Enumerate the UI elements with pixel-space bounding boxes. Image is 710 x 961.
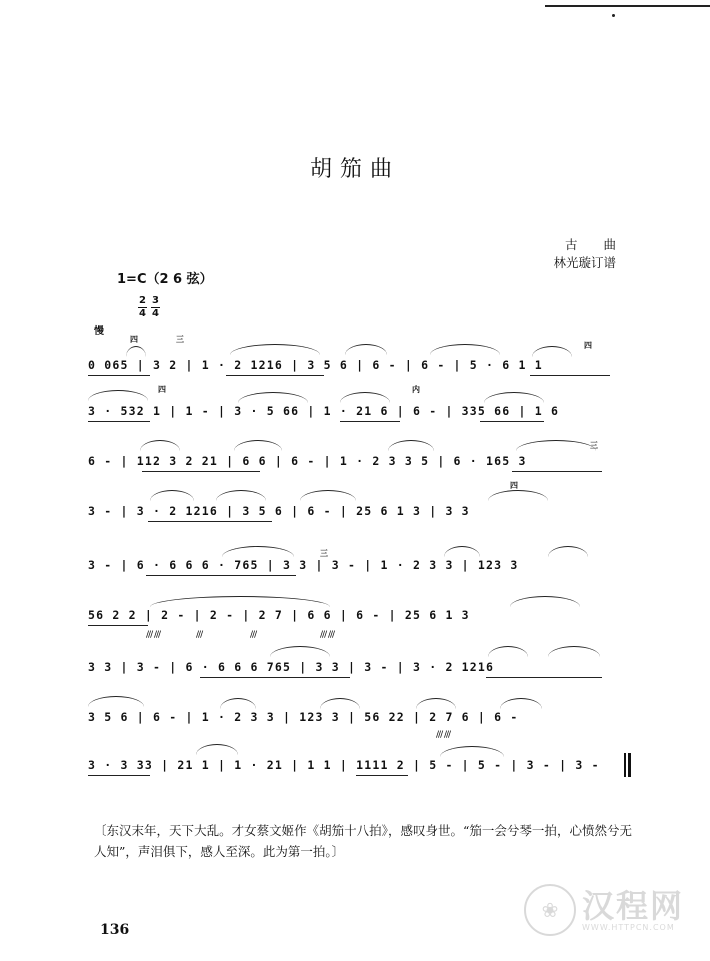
- slur: [126, 346, 146, 357]
- beam: [226, 375, 324, 376]
- score-row-4-notes: 3 - | 3 · 2 1216 | 3 5 6 | 6 - | 25 6 1 3 | 3 3: [88, 504, 470, 518]
- fingering-mark: 三: [590, 441, 598, 450]
- fingering-mark: 三: [176, 335, 184, 344]
- meter-a-bottom: 4: [139, 308, 146, 319]
- slur: [270, 646, 330, 657]
- slur: [532, 346, 572, 357]
- slur: [416, 698, 456, 709]
- watermark-logo-icon: ❀: [524, 884, 576, 936]
- slur: [222, 546, 294, 557]
- slur: [88, 696, 144, 707]
- tremolo-mark: ///: [250, 630, 257, 640]
- slur: [196, 744, 238, 755]
- beam: [512, 471, 602, 472]
- meter-b-top: 3: [152, 295, 159, 306]
- key-signature: 1=C（2 6 弦）: [117, 272, 213, 287]
- beam: [356, 775, 408, 776]
- beam: [200, 677, 350, 678]
- score-row-3-notes: 6 - | 112 3 2 21 | 6 6 | 6 - | 1 · 2 3 3 5 | 6 · 165 3: [88, 454, 527, 468]
- final-barline-thick: [628, 753, 631, 777]
- score-row-1-notes: 0 065 | 3 2 | 1 · 2 1216 | 3 5 6 | 6 - | 6 - | 5 · 6 1 1: [88, 358, 543, 372]
- score-row-9: [84, 753, 632, 777]
- watermark-url: WWW.HTTPCN.COM: [582, 922, 675, 932]
- slur: [216, 490, 266, 501]
- score-row-7-notes: 3 3 | 3 - | 6 · 6 6 6 765 | 3 3 | 3 - | 3 · 2 1216: [88, 660, 495, 674]
- footnote: 〔东汉末年，天下大乱。才女蔡文姬作《胡笳十八拍》，感叹身世。“笳一会兮琴一拍，心愤然兮无人知”，声泪俱下，感人至深。此为第一拍。〕: [94, 823, 632, 859]
- fingering-mark: 三: [320, 549, 328, 558]
- slur: [488, 646, 528, 657]
- slur: [484, 392, 544, 403]
- slur: [88, 390, 148, 401]
- score-row-7: [84, 655, 632, 679]
- slur: [440, 746, 504, 757]
- beam: [486, 677, 602, 678]
- slur: [220, 698, 256, 709]
- slur: [140, 440, 180, 451]
- page-title: 胡笳曲: [309, 157, 400, 182]
- tremolo-mark: /// ///: [436, 730, 451, 740]
- beam: [88, 421, 150, 422]
- slur: [548, 546, 588, 557]
- slur: [444, 546, 480, 557]
- slur: [430, 344, 500, 355]
- slur: [388, 440, 434, 451]
- beam: [340, 421, 400, 422]
- beam: [480, 421, 544, 422]
- slur: [238, 392, 308, 403]
- score-row-2-notes: 3 · 532 1 | 1 - | 3 · 5 66 | 1 · 21 6 | 6 - | 335 66 | 1 6: [88, 404, 560, 418]
- slur: [320, 698, 360, 709]
- slur: [340, 392, 390, 403]
- fingering-mark: 内: [412, 385, 420, 394]
- credit-arranger: 林光璇订谱: [553, 255, 616, 270]
- slur: [345, 344, 387, 355]
- final-barline: [624, 753, 626, 777]
- score-row-3: [84, 449, 632, 473]
- credit-origin: 古曲: [564, 237, 642, 252]
- score-row-5-notes: 3 - | 6 · 6 6 6 · 765 | 3 3 | 3 - | 1 · 2 3 3 | 123 3: [88, 558, 519, 572]
- slur: [234, 440, 282, 451]
- meter-a-top: 2: [139, 295, 146, 306]
- beam: [142, 471, 260, 472]
- fingering-mark: 四: [510, 481, 518, 490]
- tremolo-mark: /// ///: [146, 630, 161, 640]
- beam: [88, 625, 148, 626]
- slur: [500, 698, 542, 709]
- slur: [150, 490, 194, 501]
- fingering-mark: 四: [130, 335, 138, 344]
- beam: [146, 575, 296, 576]
- beam: [88, 775, 150, 776]
- meter-b-bottom: 4: [152, 308, 159, 319]
- tremolo-mark: ///: [196, 630, 203, 640]
- watermark: [524, 884, 684, 936]
- slur: [510, 596, 580, 607]
- tremolo-mark: /// ///: [320, 630, 335, 640]
- watermark-text: [582, 886, 685, 932]
- fingering-mark: 四: [584, 341, 592, 350]
- slur: [548, 646, 600, 657]
- slur: [230, 344, 320, 355]
- score-row-4: [84, 499, 632, 523]
- watermark-name: 汉程网: [582, 886, 685, 925]
- beam: [148, 521, 272, 522]
- fingering-mark: 四: [158, 385, 166, 394]
- slur: [488, 490, 548, 501]
- page-number: 136: [100, 922, 130, 938]
- slur: [300, 490, 356, 501]
- score-row-8-notes: 3 5 6 | 6 - | 1 · 2 3 3 | 123 3 | 56 22 | 2 7 6 | 6 -: [88, 710, 519, 724]
- slur: [150, 596, 330, 607]
- tempo-marking: 慢: [94, 326, 104, 337]
- beam: [530, 375, 610, 376]
- score-row-9-notes: 3 · 3 33 | 21 1 | 1 · 21 | 1 1 | 1111 2 | 5 - | 5 - | 3 - | 3 -: [88, 758, 600, 772]
- score-row-6-notes: 56 2 2 | 2 - | 2 - | 2 7 | 6 6 | 6 - | 25 6 1 3: [88, 608, 470, 622]
- slur: [516, 440, 596, 451]
- beam: [88, 375, 150, 376]
